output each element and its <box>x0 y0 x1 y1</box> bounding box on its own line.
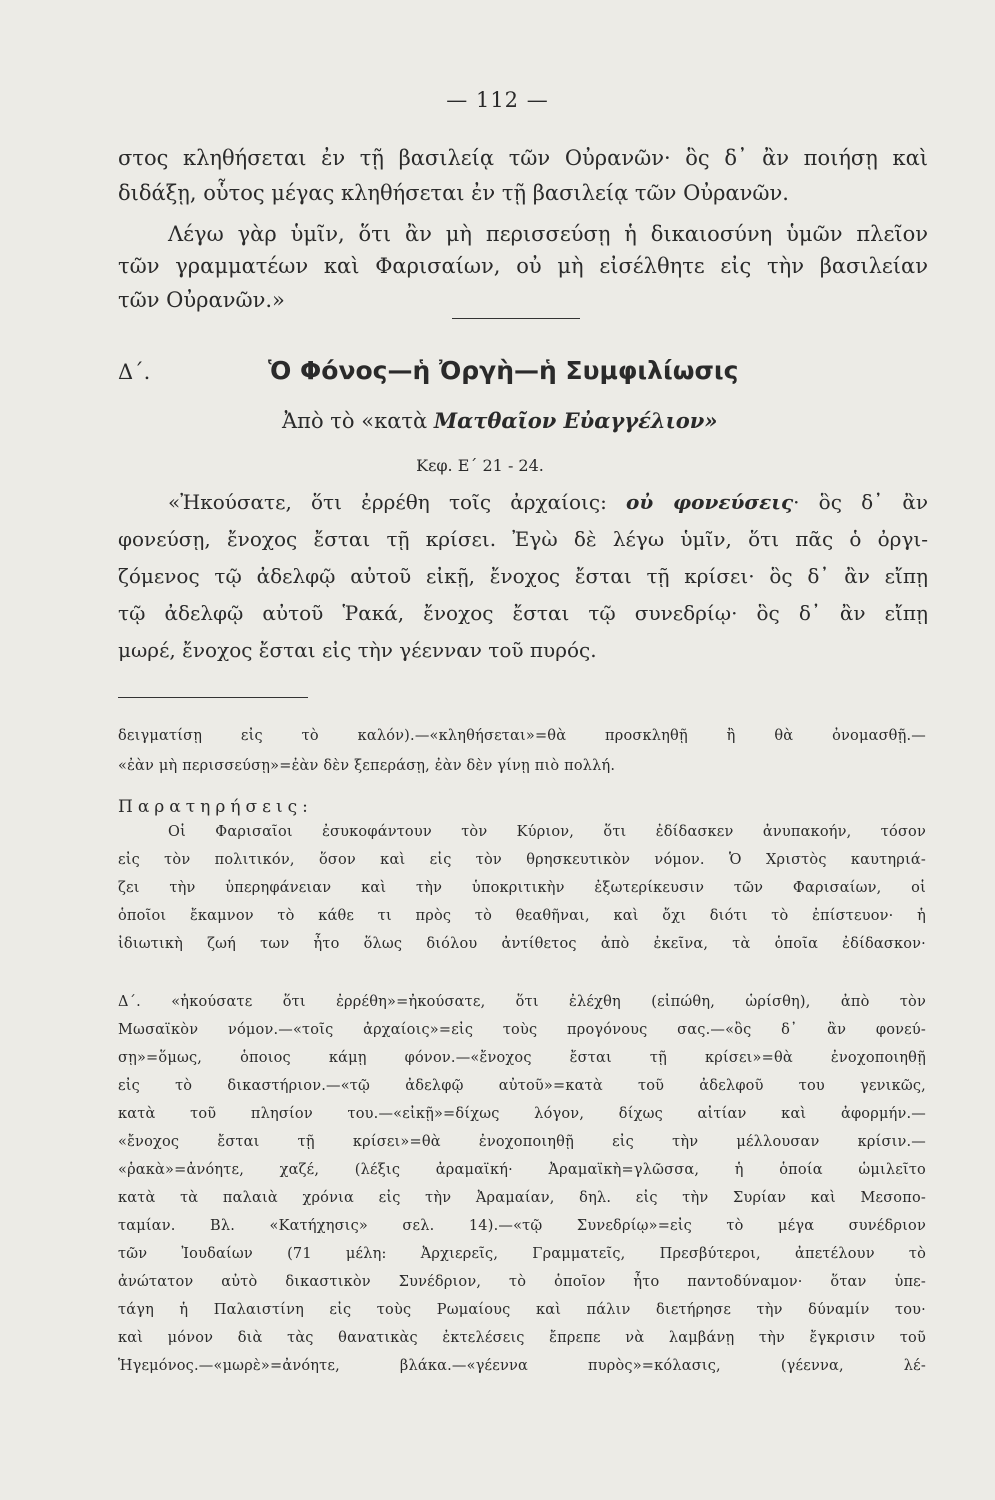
remark-line: εἰς τὸν πολιτικόν, ὅσον καὶ εἰς τὸν θρησκευτικὸν νόμον. Ὁ Χριστὸς καυτηριά- <box>118 852 926 868</box>
remark-line: Οἱ Φαρισαῖοι ἐσυκοφάντουν τὸν Κύριον, ὅτι ἐδίδασκεν ἀνυπακοήν, τόσον <box>168 824 926 840</box>
intro-line: Λέγω γὰρ ὑμῖν, ὅτι ἂν μὴ περισσεύσῃ ἡ δικαιοσύνη ὑμῶν πλεῖον <box>168 222 928 246</box>
glossary-line: Μωσαϊκὸν νόμον.—«τοῖς ἀρχαίοις»=εἰς τοὺς προγόνους σας.—«ὃς δ᾽ ἂν φονεύ- <box>118 1022 926 1038</box>
footnote-divider <box>118 697 308 698</box>
glossary-line: κατὰ τοῦ πλησίον του.—«εἰκῇ»=δίχως λόγον, δίχως αἰτίαν καὶ ἀφορμήν.— <box>118 1106 926 1122</box>
section-title: Ὁ Φόνος—ἡ Ὀργὴ—ἡ Συμφιλίωσις <box>268 356 739 385</box>
section-subtitle <box>282 408 717 433</box>
remark-line: ὁποῖοι ἔκαμνον τὸ κάθε τι πρὸς τὸ θεαθῆναι, καὶ ὄχι διότι τὸ ἐπίστευον· ἡ <box>118 908 926 924</box>
intro-line: διδάξῃ, οὗτος μέγας κληθήσεται ἐν τῇ βασιλείᾳ τῶν Οὐρανῶν. <box>118 181 789 205</box>
quote-line: ζόμενος τῷ ἀδελφῷ αὐτοῦ εἰκῇ, ἔνοχος ἔσται τῇ κρίσει· ὃς δ᾽ ἂν εἴπῃ <box>118 564 928 588</box>
remarks-heading: Παρατηρήσεις: <box>118 797 313 817</box>
glossary-line: τάγη ἡ Παλαιστίνη εἰς τοὺς Ρωμαίους καὶ πάλιν διετήρησε τὴν δύναμίν του· <box>118 1302 926 1318</box>
glossary-line: «ῥακὰ»=ἀνόητε, χαζέ, (λέξις ἀραμαϊκή· Ἀραμαϊκὴ=γλῶσσα, ἡ ὁποία ὡμιλεῖτο <box>118 1162 926 1178</box>
page-number: — 112 — <box>446 88 549 112</box>
note-line: «ἐὰν μὴ περισσεύσῃ»=ἐὰν δὲν ξεπεράσῃ, ἐὰν δὲν γίνῃ πιὸ πολλή. <box>118 758 616 774</box>
chapter-reference: Κεφ. Ε΄ 21 - 24. <box>416 456 544 475</box>
remark-line: ζει τὴν ὑπερηφάνειαν καὶ τὴν ὑποκριτικὴν ἐξωτερίκευσιν τῶν Φαρισαίων, οἱ <box>118 880 926 896</box>
intro-line: τῶν γραμματέων καὶ Φαρισαίων, οὐ μὴ εἰσέλθητε εἰς τὴν βασιλείαν <box>118 254 928 278</box>
glossary-line: Δ΄. «ἠκούσατε ὅτι ἐρρέθη»=ἠκούσατε, ὅτι ἐλέχθη (εἰπώθη, ὡρίσθη), ἀπὸ τὸν <box>118 994 926 1010</box>
intro-line: στος κληθήσεται ἐν τῇ βασιλείᾳ τῶν Οὐρανῶν· ὃς δ᾽ ἂν ποιήσῃ καὶ <box>118 146 928 170</box>
glossary-line: Ἡγεμόνος.—«μωρὲ»=ἀνόητε, βλάκα.—«γέεννα πυρὸς»=κόλασις, (γέεννα, λέ- <box>118 1358 926 1374</box>
glossary-line: κατὰ τὰ παλαιὰ χρόνια εἰς τὴν Ἀραμαίαν, δηλ. εἰς τὴν Συρίαν καὶ Μεσοπο- <box>118 1190 926 1206</box>
remark-line: ἰδιωτικὴ ζωή των ἦτο ὅλως διόλου ἀντίθετος ἀπὸ ἐκεῖνα, τὰ ὁποῖα ἐδίδασκον· <box>118 936 926 952</box>
subtitle-gospel: Ματθαῖον Εὐαγγέλιον» <box>433 408 718 433</box>
glossary-line: τῶν Ἰουδαίων (71 μέλη: Ἀρχιερεῖς, Γραμματεῖς, Πρεσβύτεροι, ἀπετέλουν τὸ <box>118 1246 926 1262</box>
quote-line: τῷ ἀδελφῷ αὐτοῦ Ῥακά, ἔνοχος ἔσται τῷ συνεδρίῳ· ὃς δ᾽ ἂν εἴπῃ <box>118 601 928 625</box>
intro-line: τῶν Οὐρανῶν.» <box>118 288 285 312</box>
glossary-line: ἀνώτατον αὐτὸ δικαστικὸν Συνέδριον, τὸ ὁποῖον ἦτο παντοδύναμον· ὅταν ὑπε- <box>118 1274 926 1290</box>
quote-line <box>168 490 928 514</box>
section-divider <box>452 318 580 319</box>
subtitle-prefix: Ἀπὸ τὸ «κατὰ <box>282 409 428 433</box>
quote-line1-pre: «Ἠκούσατε, ὅτι ἐρρέθη τοῖς ἀρχαίοις: <box>168 490 607 514</box>
section-heading-row <box>118 356 928 390</box>
note-line: δειγματίσῃ εἰς τὸ καλόν).—«κληθήσεται»=θὰ προσκληθῇ ἢ θὰ ὀνομασθῇ.— <box>118 728 926 744</box>
glossary-line: ταμίαν. Βλ. «Κατήχησις» σελ. 14).—«τῷ Συνεδρίῳ»=εἰς τὸ μέγα συνέδριον <box>118 1218 926 1234</box>
quote-emphasis: οὐ φονεύσεις <box>626 490 794 514</box>
glossary-line: σῃ»=ὅμως, ὁποιος κάμῃ φόνον.—«ἔνοχος ἔσται τῇ κρίσει»=θὰ ἐνοχοποιηθῇ <box>118 1050 926 1066</box>
quote-line: φονεύσῃ, ἔνοχος ἔσται τῇ κρίσει. Ἐγὼ δὲ λέγω ὑμῖν, ὅτι πᾶς ὁ ὀργι- <box>118 527 928 551</box>
glossary-line: εἰς τὸ δικαστήριον.—«τῷ ἀδελφῷ αὐτοῦ»=κατὰ τοῦ ἀδελφοῦ του γενικῶς, <box>118 1078 926 1094</box>
section-label: Δ΄. <box>118 360 151 384</box>
quote-line: μωρέ, ἔνοχος ἔσται εἰς τὴν γέενναν τοῦ πυρός. <box>118 638 597 662</box>
glossary-line: καὶ μόνον διὰ τὰς θανατικὰς ἐκτελέσεις ἔπρεπε νὰ λαμβάνῃ τὴν ἔγκρισιν τοῦ <box>118 1330 926 1346</box>
quote-line1-post: · ὃς δ᾽ ἂν <box>793 490 928 514</box>
glossary-line: «ἔνοχος ἔσται τῇ κρίσει»=θὰ ἐνοχοποιηθῇ εἰς τὴν μέλλουσαν κρίσιν.— <box>118 1134 926 1150</box>
